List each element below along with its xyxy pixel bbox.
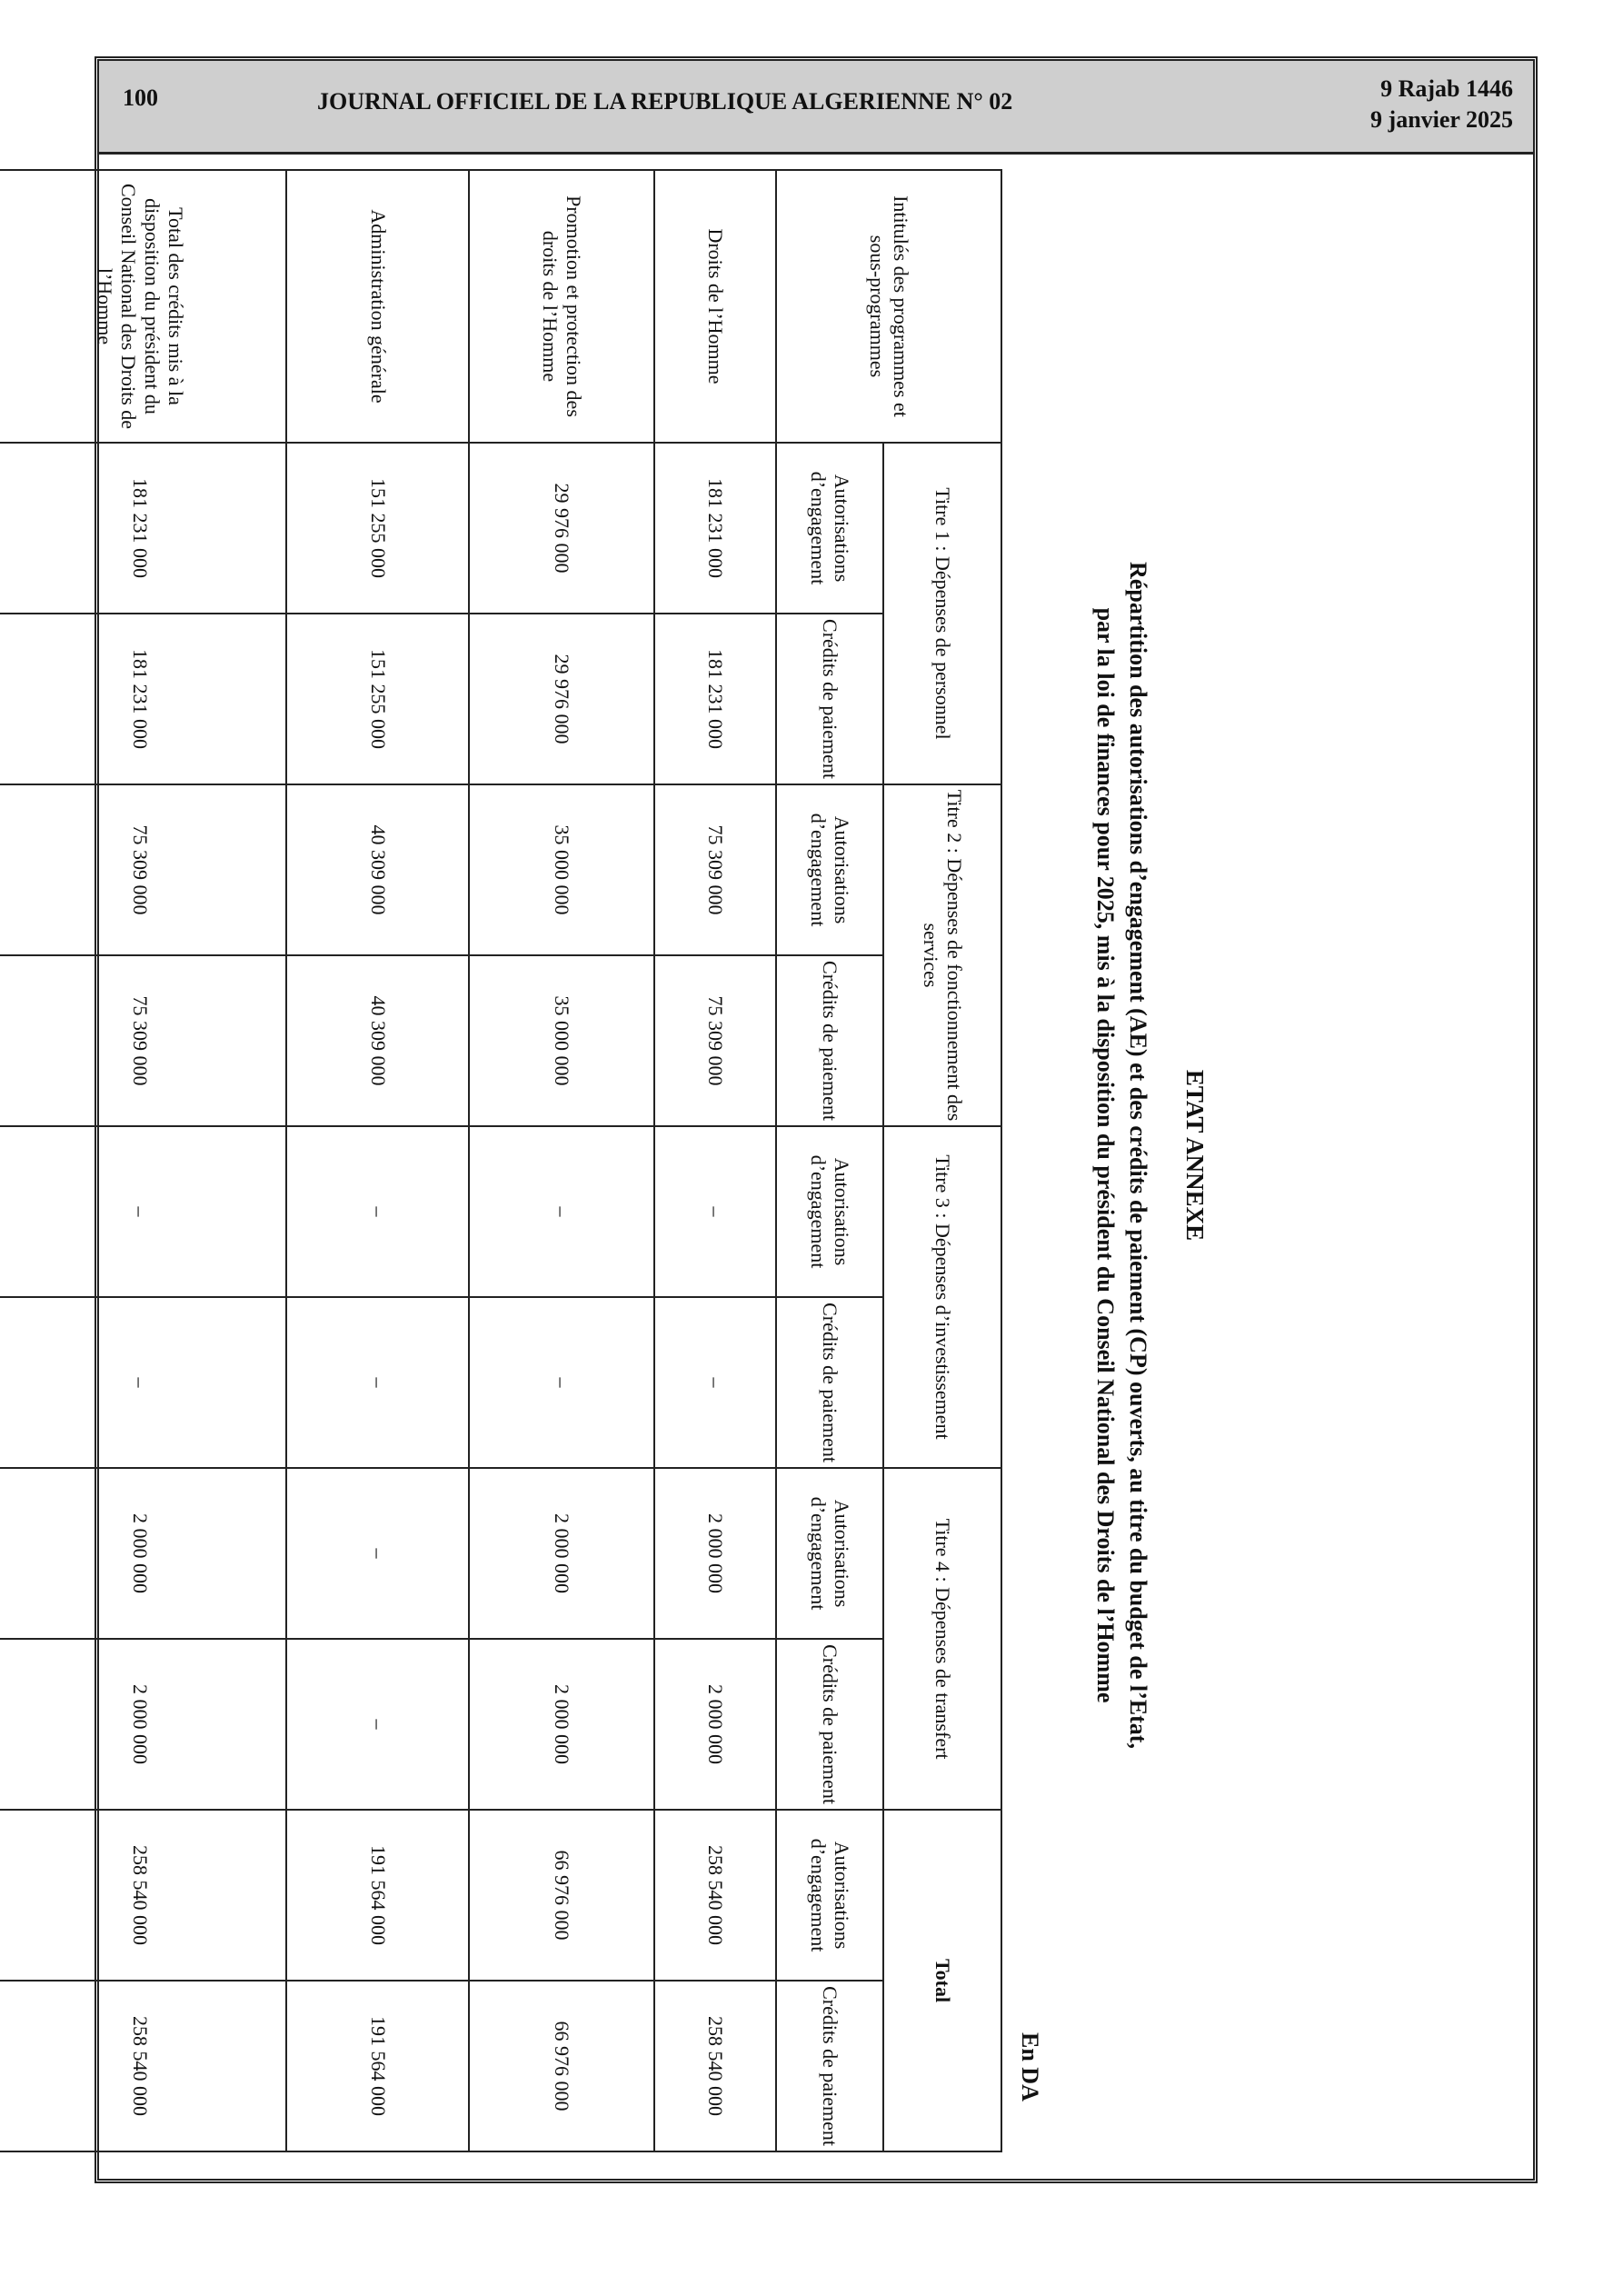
table-cell: 2 000 000	[469, 1468, 654, 1639]
table-row	[654, 170, 776, 2151]
table-cell: 181 231 000	[0, 614, 286, 784]
label-header: Intitulés des programmes et sous-programmes	[776, 170, 1001, 443]
table-row	[469, 170, 654, 2151]
etat-annexe-heading: ETAT ANNEXE	[1181, 1069, 1209, 1242]
table-cell: 66 976 000	[469, 1810, 654, 1981]
titre-2-header: Titre 2 : Dépenses de fonctionnement des services	[883, 784, 1001, 1126]
date-gregorian: 9 janvier 2025	[1370, 106, 1513, 133]
table-cell: 66 976 000	[469, 1981, 654, 2151]
currency-unit: En DA	[1017, 2032, 1043, 2101]
cp-header: Crédits de paiement	[776, 1981, 883, 2151]
row-label: Total des crédits mis à la disposition du président du Conseil National des Droits de l’Homme	[0, 170, 286, 443]
date-hijri: 9 Rajab 1446	[1380, 75, 1513, 102]
annex-title	[1089, 151, 1154, 2160]
titre-4-header: Titre 4 : Dépenses de transfert	[883, 1468, 1001, 1810]
ae-header: Autorisations d’engagement	[776, 1126, 883, 1297]
table-cell: 258 540 000	[0, 1810, 286, 1981]
annex-title-line2: par la loi de finances pour 2025, mis à la disposition du président du Conseil National des Droits de l’Homme	[1092, 607, 1119, 1703]
ae-header: Autorisations d’engagement	[776, 443, 883, 614]
table-cell: 2 000 000	[0, 1639, 286, 1810]
ae-header: Autorisations d’engagement	[776, 1468, 883, 1639]
table-cell: 2 000 000	[654, 1468, 776, 1639]
table-cell: 2 000 000	[654, 1639, 776, 1810]
cp-header: Crédits de paiement	[776, 1297, 883, 1468]
budget-table	[0, 169, 1002, 2152]
table-cell: 40 309 000	[286, 784, 470, 955]
table-cell: –	[469, 1297, 654, 1468]
table-cell: –	[286, 1468, 470, 1639]
table-cell: 29 976 000	[469, 443, 654, 614]
ae-header: Autorisations d’engagement	[776, 1810, 883, 1981]
rotated-annex	[94, 151, 1243, 2160]
table-cell: –	[286, 1297, 470, 1468]
cp-header: Crédits de paiement	[776, 1639, 883, 1810]
table-cell: –	[654, 1297, 776, 1468]
table-cell: 2 000 000	[469, 1639, 654, 1810]
table-cell: 151 255 000	[286, 443, 470, 614]
table-cell: 40 309 000	[286, 955, 470, 1126]
table-cell: 75 309 000	[654, 784, 776, 955]
table-cell: 35 000 000	[469, 784, 654, 955]
table-cell: 181 231 000	[654, 443, 776, 614]
table-cell: 75 309 000	[0, 784, 286, 955]
journal-header	[99, 61, 1533, 155]
table-cell: 35 000 000	[469, 955, 654, 1126]
titre-1-header: Titre 1 : Dépenses de personnel	[883, 443, 1001, 784]
table-row-total	[0, 170, 286, 2151]
table-cell: –	[0, 1297, 286, 1468]
table-cell: 181 231 000	[0, 443, 286, 614]
table-row	[286, 170, 470, 2151]
cp-header: Crédits de paiement	[776, 955, 883, 1126]
annex-title-line1: Répartition des autorisations d’engagement (AE) et des crédits de paiement (CP) ouverts, au titre du budget de l’Etat,	[1125, 562, 1151, 1749]
row-label: Promotion et protection des droits de l’Homme	[469, 170, 654, 443]
table-cell: 258 540 000	[654, 1981, 776, 2151]
table-cell: 258 540 000	[654, 1810, 776, 1981]
table-cell: 29 976 000	[469, 614, 654, 784]
table-cell: 75 309 000	[0, 955, 286, 1126]
table-cell: –	[469, 1126, 654, 1297]
table-cell: –	[286, 1126, 470, 1297]
table-cell: –	[286, 1639, 470, 1810]
cp-header: Crédits de paiement	[776, 614, 883, 784]
page-number: 100	[123, 85, 158, 111]
table-cell: 75 309 000	[654, 955, 776, 1126]
ae-header: Autorisations d’engagement	[776, 784, 883, 955]
row-label: Administration générale	[286, 170, 470, 443]
header-row-titres	[883, 170, 1001, 2151]
table-cell: 151 255 000	[286, 614, 470, 784]
titre-3-header: Titre 3 : Dépenses d’investissement	[883, 1126, 1001, 1468]
issue-date	[1370, 74, 1513, 135]
table-cell: 191 564 000	[286, 1810, 470, 1981]
total-header: Total	[883, 1810, 1001, 2151]
table-cell: 191 564 000	[286, 1981, 470, 2151]
journal-title: JOURNAL OFFICIEL DE LA REPUBLIQUE ALGERIENNE N° 02	[317, 88, 1013, 115]
table-cell: 181 231 000	[654, 614, 776, 784]
table-cell: 258 540 000	[0, 1981, 286, 2151]
table-cell: 2 000 000	[0, 1468, 286, 1639]
header-row-sub	[776, 170, 883, 2151]
row-label: Droits de l’Homme	[654, 170, 776, 443]
table-cell: –	[654, 1126, 776, 1297]
table-cell: –	[0, 1126, 286, 1297]
